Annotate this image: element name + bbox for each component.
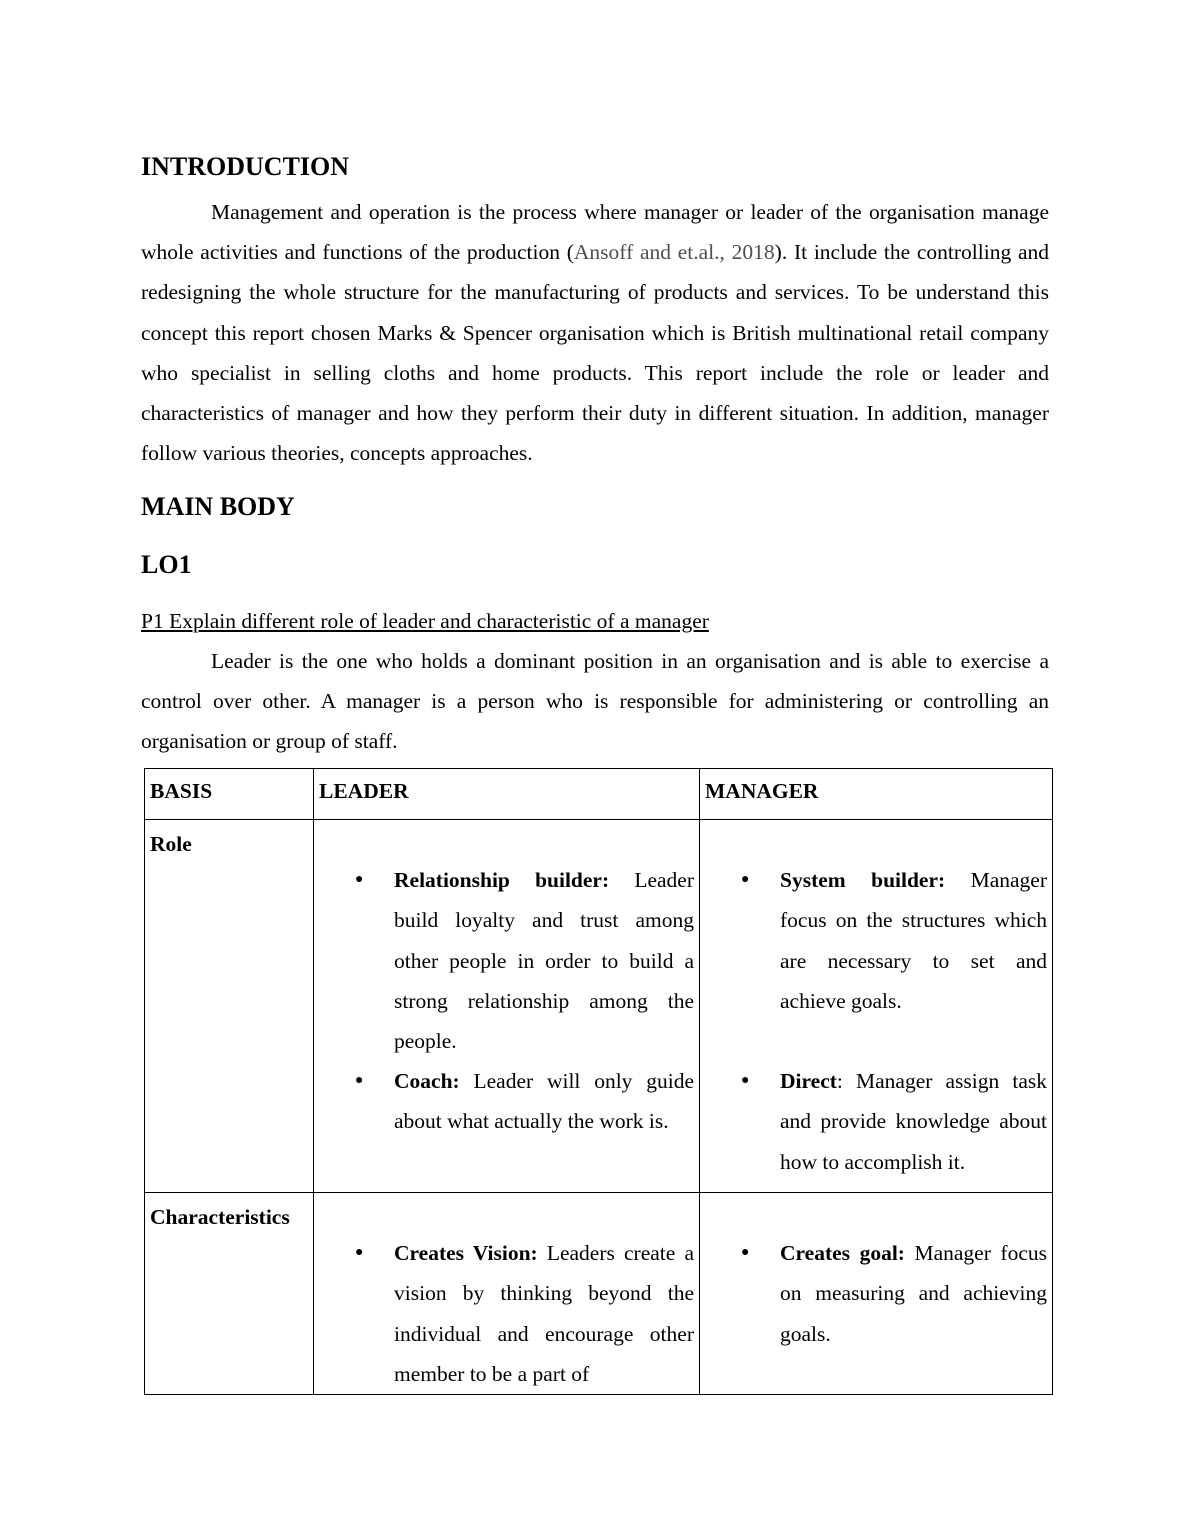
role-manager-cell [700, 820, 1053, 1193]
p1-subheading: P1 Explain different role of leader and characteristic of a manager [141, 609, 709, 633]
item-text: Manager focus on the structures which are necessary to set and achieve goals. [780, 868, 1047, 1013]
leader-manager-paragraph: Leader is the one who holds a dominant position in an organisation and is able to exercise a control over other. A manager is a person who is responsible for administering or controlling an organisation or group of staff. [141, 649, 1049, 754]
list-item [705, 1233, 1047, 1354]
intro-text-part2: ). It include the controlling and redesigning the whole structure for the manufacturing of products and services. To be understand this concept this report chosen Marks & Spencer organisation which is British multinational retail company who specialist in selling cloths and home products. This report include the role or leader and characteristics of manager and how they perform their duty in different situation. In addition, manager follow various theories, concepts approaches. [141, 240, 1049, 466]
characteristics-manager-list [705, 1233, 1047, 1354]
role-leader-list [319, 860, 694, 1141]
role-manager-list [705, 860, 1047, 1182]
characteristics-leader-cell [314, 1193, 700, 1395]
item-text: Leader build loyalty and trust among other people in order to build a strong relationship among the people. [394, 868, 694, 1053]
bullet-icon: ● [355, 1245, 364, 1261]
list-item [705, 1061, 1047, 1182]
list-gap [705, 1021, 1047, 1061]
item-term: Relationship builder: [394, 868, 610, 893]
bullet-icon: ● [741, 1245, 750, 1261]
item-term: Coach: [394, 1069, 460, 1094]
item-text: : Manager assign task and provide knowledge about how to accomplish it. [780, 1069, 1047, 1174]
item-term: Creates goal: [780, 1241, 905, 1266]
lo1-heading: LO1 [141, 550, 192, 579]
characteristics-manager-cell [700, 1193, 1053, 1395]
list-item [319, 1061, 694, 1141]
table-row-role [145, 820, 1053, 1193]
list-item [319, 860, 694, 1061]
bullet-icon: ● [355, 1073, 364, 1089]
header-basis: BASIS [145, 769, 314, 820]
bullet-icon: ● [741, 872, 750, 888]
item-text: Leaders create a vision by thinking beyond the individual and encourage other member to be a part of [394, 1241, 694, 1386]
role-leader-cell [314, 820, 700, 1193]
row-basis-characteristics: Characteristics [145, 1193, 314, 1395]
list-item [319, 1233, 694, 1394]
header-manager: MANAGER [700, 769, 1053, 820]
item-text: Leader will only guide about what actually the work is. [394, 1069, 694, 1134]
introduction-paragraph [141, 192, 1049, 473]
item-term: System builder: [780, 868, 946, 893]
bullet-icon: ● [741, 1073, 750, 1089]
row-basis-role: Role [145, 820, 314, 1193]
bullet-icon: ● [355, 872, 364, 888]
item-term: Creates Vision: [394, 1241, 538, 1266]
item-text: Manager focus on measuring and achieving goals. [780, 1241, 1047, 1346]
intro-text-part1: Management and operation is the process where manager or leader of the organisation manage whole activities and functions of the production ( [141, 200, 1049, 265]
list-item [705, 860, 1047, 1021]
introduction-heading: INTRODUCTION [141, 152, 350, 181]
main-body-heading: MAIN BODY [141, 492, 295, 521]
item-term: Direct [780, 1069, 837, 1094]
citation: Ansoff and et.al., 2018 [573, 240, 775, 265]
header-leader: LEADER [314, 769, 700, 820]
table-row-characteristics [145, 1193, 1053, 1395]
characteristics-leader-list [319, 1233, 694, 1394]
table-header-row [145, 769, 1053, 820]
leader-manager-table [144, 768, 1053, 1395]
